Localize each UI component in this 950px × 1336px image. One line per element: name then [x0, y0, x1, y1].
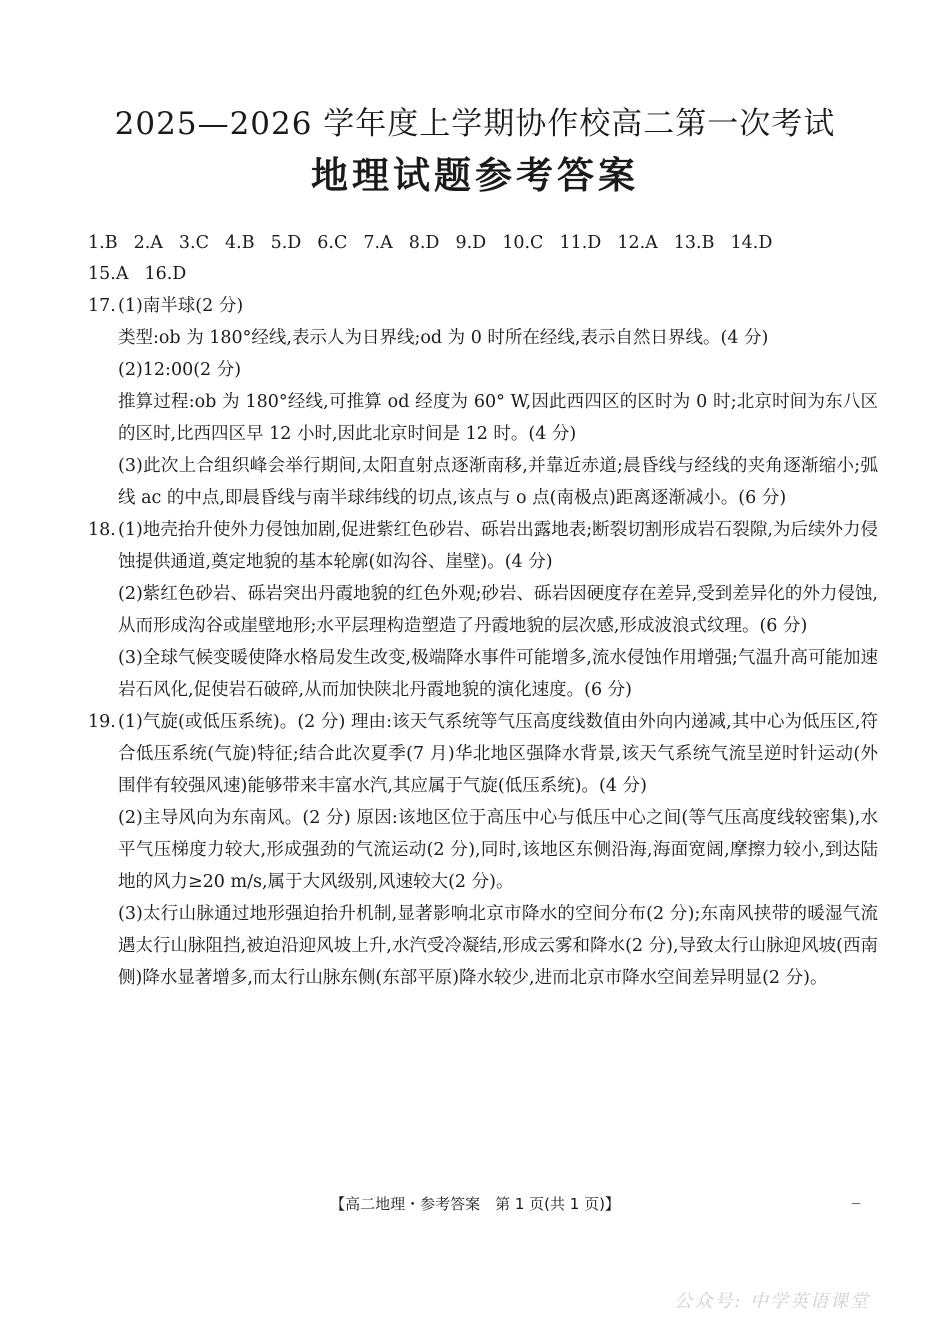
watermark: 公众号: 中学英语课堂	[674, 1291, 870, 1312]
q19-part1: (1)气旋(或低压系统)。(2 分) 理由:该天气系统等气压高度线数值由外向内递减,其中心为低压区,符合低压系统(气旋)特征;结合此次夏季(7 月)华北地区强降水背景,该天气系统气流呈逆时针运动(外围伴有较强风速)能够带来丰富水汽,其应属于气旋(低压系统)。(4 分)	[118, 712, 878, 796]
question-17	[88, 290, 878, 514]
exam-title: 2025—2026 学年度上学期协作校高二第一次考试	[114, 106, 836, 142]
question-number: 17.	[88, 296, 116, 316]
answer-title: 地理试题参考答案	[311, 153, 639, 197]
choice-answers	[88, 228, 878, 290]
q17-part3: (3)此次上合组织峰会举行期间,太阳直射点逐渐南移,并靠近赤道;晨昏线与经线的夹角逐渐缩小;弧线 ac 的中点,即晨昏线与南半球纬线的切点,该点与 o 点(南极点)距离逐渐减小。(6 分)	[118, 456, 878, 508]
q19-part2: (2)主导风向为东南风。(2 分) 原因:该地区位于高压中心与低压中心之间(等气压高度线较密集),水平气压梯度力较大,形成强劲的气流运动(2 分),同时,该地区东侧沿海,海面宽阔,摩擦力较小,到达陆地的风力≥20 m/s,属于大风级别,风速较大(2 分)。	[118, 808, 878, 892]
answer-item: 9.D	[455, 233, 487, 253]
footer-mark	[852, 1203, 860, 1204]
q17-part1-detail: 类型:ob 为 180°经线,表示人为日界线;od 为 0 时所在经线,表示自然日界线。(4 分)	[118, 328, 769, 348]
answer-item: 12.A	[617, 233, 658, 253]
answer-item: 6.C	[317, 233, 348, 253]
answer-item: 1.B	[88, 233, 118, 253]
answer-item: 5.D	[270, 233, 302, 253]
question-19	[88, 706, 878, 994]
answer-item: 16.D	[144, 264, 187, 284]
answer-item: 14.D	[730, 233, 773, 253]
q17-part1: (1)南半球(2 分)	[118, 296, 244, 316]
answer-content	[88, 290, 878, 994]
q18-part2: (2)紫红色砂岩、砾岩突出丹霞地貌的红色外观;砂岩、砾岩因硬度存在差异,受到差异化的外力侵蚀,从而形成沟谷或崖壁地形;水平层理构造塑造了丹霞地貌的层次感,形成波浪式纹理。(6 分)	[118, 584, 878, 636]
question-number: 19.	[88, 712, 116, 732]
question-18	[88, 514, 878, 706]
q18-part1: (1)地壳抬升使外力侵蚀加剧,促进紫红色砂岩、砾岩出露地表;断裂切割形成岩石裂隙,为后续外力侵蚀提供通道,奠定地貌的基本轮廓(如沟谷、崖壁)。(4 分)	[118, 520, 878, 572]
answer-item: 15.A	[88, 264, 129, 284]
answer-item: 11.D	[559, 233, 602, 253]
answer-row-2	[88, 259, 878, 290]
answer-item: 13.B	[673, 233, 715, 253]
q19-part3: (3)太行山脉通过地形强迫抬升机制,显著影响北京市降水的空间分布(2 分);东南风挟带的暖湿气流遇太行山脉阻挡,被迫沿迎风坡上升,水汽受冷凝结,形成云雾和降水(2 分),导致太行山脉迎风坡(西南侧)降水显著增多,而太行山脉东侧(东部平原)降水较少,进而北京市降水空间差异明显(2 分)。	[118, 904, 878, 988]
question-number: 18.	[88, 520, 116, 540]
page-footer: 【高二地理・参考答案 第 1 页(共 1 页)】	[330, 1195, 620, 1213]
answer-item: 7.A	[363, 233, 393, 253]
q17-part2-detail: 推算过程:ob 为 180°经线,可推算 od 经度为 60° W,因此西四区的区时为 0 时;北京时间为东八区的区时,比西四区早 12 小时,因此北京时间是 12 时。(4 分)	[118, 392, 878, 444]
answer-row-1	[88, 228, 878, 259]
q17-part2: (2)12:00(2 分)	[118, 360, 242, 380]
answer-item: 3.C	[178, 233, 209, 253]
answer-item: 8.D	[408, 233, 440, 253]
q18-part3: (3)全球气候变暖使降水格局发生改变,极端降水事件可能增多,流水侵蚀作用增强;气温升高可能加速岩石风化,促使岩石破碎,从而加快陕北丹霞地貌的演化速度。(6 分)	[118, 648, 878, 700]
answer-item: 4.B	[225, 233, 255, 253]
answer-item: 10.C	[502, 233, 544, 253]
answer-item: 2.A	[133, 233, 163, 253]
